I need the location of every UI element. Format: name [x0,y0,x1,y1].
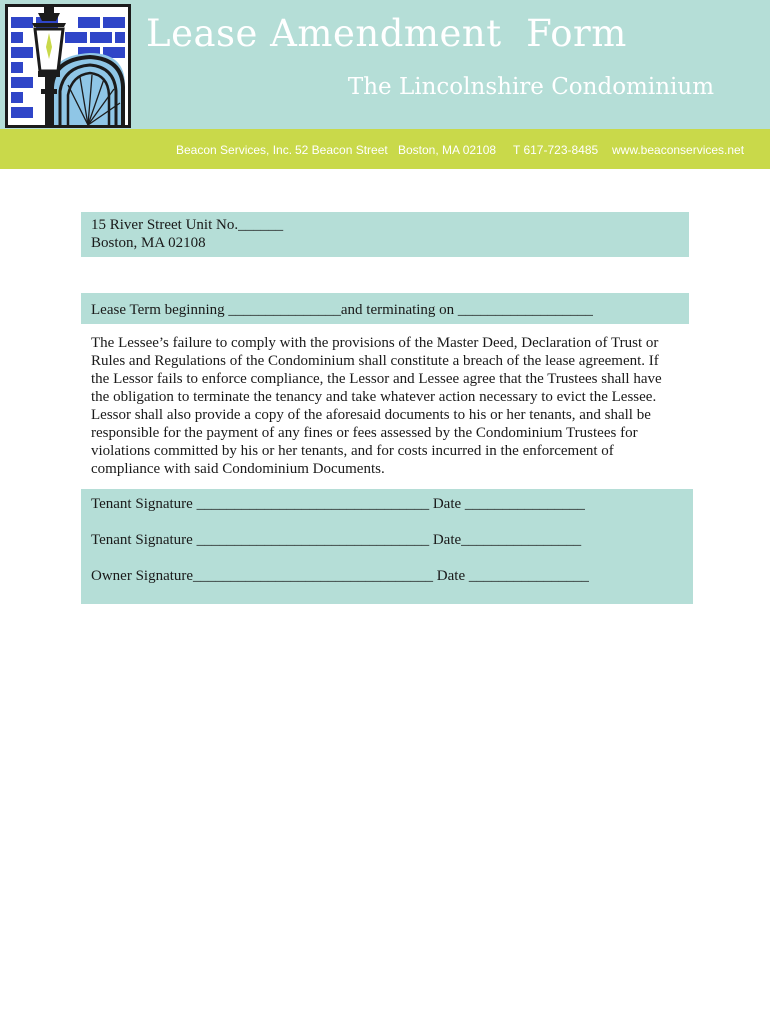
lease-terms-paragraph [91,334,691,478]
paragraph-line: Lessor shall also provide a copy of the aforesaid documents to his or her tenants, and shall be [91,407,651,423]
lamppost-logo-icon [5,4,131,128]
unit-address-field[interactable]: 15 River Street Unit No.______ [91,217,284,233]
paragraph-line: the obligation to terminate the tenancy and take whatever action necessary to evict the Lessee. [91,389,657,405]
paragraph-line: the Lessor fails to enforce compliance, the Lessor and Lessee agree that the Trustees shall have [91,371,662,387]
city-line: Boston, MA 02108 [91,235,206,251]
paragraph-line: The Lessee’s failure to comply with the provisions of the Master Deed, Declaration of Trust or [91,335,659,351]
company-phone: T 617-723-8485 [513,143,599,157]
paragraph-line: compliance with said Condominium Documents. [91,461,385,477]
paragraph-line: Rules and Regulations of the Condominium shall constitute a breach of the lease agreement. If [91,353,659,369]
company-website[interactable]: www.beaconservices.net [612,143,745,157]
condominium-name: The Lincolnshire Condominium [347,74,714,100]
tenant-signature-field-1[interactable]: Tenant Signature _______________________________ Date ________________ [91,496,585,512]
tenant-signature-field-2[interactable]: Tenant Signature _______________________________ Date________________ [91,532,582,548]
company-city: Boston, MA 02108 [398,143,497,157]
company-name: Beacon Services, Inc. [176,143,293,157]
paragraph-line: responsible for the payment of any fines or fees assessed by the Condominium Trustees for [91,425,638,441]
paragraph-line: violations committed by his or her tenants, and for costs incurred in the enforcement of [91,443,614,459]
owner-signature-field[interactable]: Owner Signature________________________________ Date ________________ [91,568,589,584]
form-title: Lease Amendment Form [146,12,627,55]
company-street: 52 Beacon Street [295,143,388,157]
lease-term-field[interactable]: Lease Term beginning _______________and terminating on __________________ [91,302,593,318]
